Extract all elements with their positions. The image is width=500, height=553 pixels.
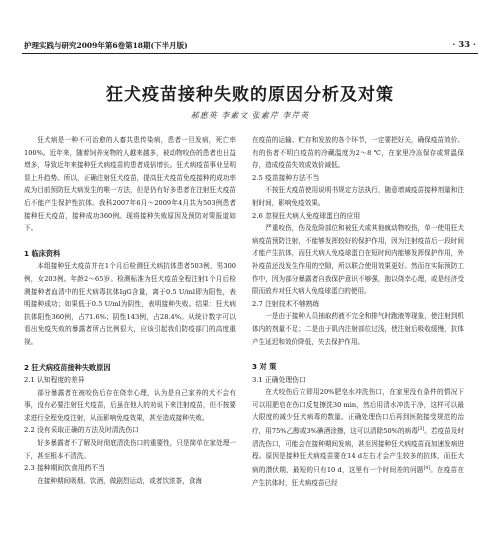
text-run: 。在疫苗在产生抗体时，狂犬病疫苗已经 xyxy=(252,466,464,487)
section-heading: 3 对 策 xyxy=(252,362,277,372)
subsection-heading: 2.2 没有采取正确的方法及时清洗伤口 xyxy=(24,426,139,435)
subsection-heading: 2.5 疫苗接种方法不当 xyxy=(252,173,320,182)
body-paragraph: 严重咬伤，伤及危险部位和被狂犬或其他疯动物咬伤，单一使用狂犬病疫苗预防注射，不能够发挥较好的保护作用，因为注射疫苗后一段时间才能产生抗体，而狂犬病人免疫球蛋白在短时间内能够发挥保护作用，外补疫苗还没发生作用的空隙，所以联合使用效果更好。然而在实际预防工作中，因为部分暴露者自我保护意识不够强，抱以侥幸心理，或是经济受限而放弃对狂犬病人免疫球蛋白的使用。 xyxy=(252,224,464,296)
right-column xyxy=(252,134,464,489)
body-paragraph: 在疫苗的运输、贮存和发放的各个环节，一定要把好关，确保疫苗效价。有的伤者不明白疫苗的冷藏温度为2～8 ℃，在家里冷冻保存或常温保存，造成疫苗失效或效价减低。 xyxy=(252,136,464,170)
subsection-heading: 2.7 注射技术不够熟练 xyxy=(252,299,320,308)
citation-ref: [4] xyxy=(423,466,430,472)
body-paragraph: 部分暴露者在被咬伤后存在侥幸心理，认为是自己家养的犬不会有事，没有必要注射狂犬疫苗，后虽在他人的劝说下来注射疫苗，但不按要求进行全程免疫注射，从而影响免疫效果，甚至造成接种失败。 xyxy=(24,388,236,422)
text-run: 在犬咬伤后立即用20%肥皂水冲洗伤口，在家里没有条件的情况下可以用肥皂在伤口反复擦洗30 min，然后用清水冲洗干净，这样可以最大限度的减少狂犬病毒的数量。正确处理伤口后再到医院接受规范的治疗，用75%乙醇或3%碘酒涂擦，这可以清除50%的病毒 xyxy=(252,388,464,436)
subsection-heading: 2.3 接种期间饮食用药不当 xyxy=(24,464,105,473)
body-paragraph: 不按狂犬疫苗使用说明书规定方法执行，随意增减疫苗接种剂量和注射时间，影响免疫效果。 xyxy=(252,186,464,207)
journal-name: 护理实践与研究2009年第6卷第18期(下半月版) xyxy=(24,41,188,50)
section-heading: 1 临床资料 xyxy=(24,248,61,258)
intro-paragraph: 狂犬病是一种不可治愈的人畜共患传染病，患者一旦发病，死亡率100%。近年来，随着饲养宠物的人越来越多，被动物咬伤的患者也日益增多，导致近年来接种狂犬病疫苗的患者成倍增长。狂犬病疫苗事业呈明显上升趋势。所以，正确注射狂犬疫苗，提高狂犬疫苗免疫接种的成功率成为目前预防狂犬病发生的唯一方法，但是仍有好多患者在注射狂犬疫苗后不能产生保护性抗体。我科2007年6月～2009年4月共为503例患者接种狂犬疫苗，接种成功360例。现将接种失败原因及预防对策报道如下。 xyxy=(24,136,236,233)
header-rule xyxy=(22,53,478,54)
body-paragraph: 本组接种狂犬疫苗并在1个月后检测狂犬病抗体患者503例，男300例，女203例。年龄2～65岁。检测标准为狂犬疫苗全程注射1个月后检测接种者血清中的狂犬病毒抗体IgG含量，离于0.5 U/ml即为阳性，表明接种成功；如果低于0.5 U/ml为阴性，表明接种失败。结果：狂犬病抗体阳性360例，占71.6%；阴性143例，占28.4%。从统计数字可以看出免疫失败的暴露者所占比例很大，应该引起我们防疫部门的高度重视。 xyxy=(24,262,236,346)
body-paragraph: 在接种期间吸烟、饮酒，做剧烈运动，或者饮浓茶，食海 xyxy=(37,476,203,485)
page-number: · 33 · xyxy=(452,40,476,50)
subsection-heading: 3.1 正确处理伤口 xyxy=(252,375,306,384)
page-header xyxy=(0,0,500,56)
left-column xyxy=(24,134,236,487)
subsection-heading: 2.6 忽视狂犬病人免疫球蛋白的应用 xyxy=(252,211,361,220)
body-paragraph: 一是由于接种人员抽取药液不完全和排气时跑液等现象，使注射到机体内的剂量不足；二是由于肌内注射部位过浅，使注射后吸收缓慢，抗体产生延迟和效价降低，失去保护作用。 xyxy=(252,312,464,346)
body-paragraph: 好多暴露者不了解及时彻底清洗伤口的重要性，只是简单在家处理一下，甚至根本不清洗。 xyxy=(24,439,236,460)
article-authors: 郝惠英 李素文 张素芹 李芹英 xyxy=(190,111,310,120)
subsection-heading: 2.1 认知程度的差异 xyxy=(24,376,85,385)
body-paragraph xyxy=(252,386,464,489)
citation-ref: [3] xyxy=(417,427,425,433)
text-run: 。若疫苗及时清洗伤口，可能会在接种期间发病，甚至因接种狂犬病疫苗而加速发病进程。原因是接种狂犬病疫苗要在14 d左右才会产生较多的抗体，而狂犬病的潜伏期，最短的只有10 d，这里有一个时间差的问题 xyxy=(252,427,464,475)
article-title: 狂犬疫苗接种失败的原因分析及对策 xyxy=(106,85,394,105)
section-heading: 2 狂犬病疫苗接种失败原因 xyxy=(24,362,111,372)
